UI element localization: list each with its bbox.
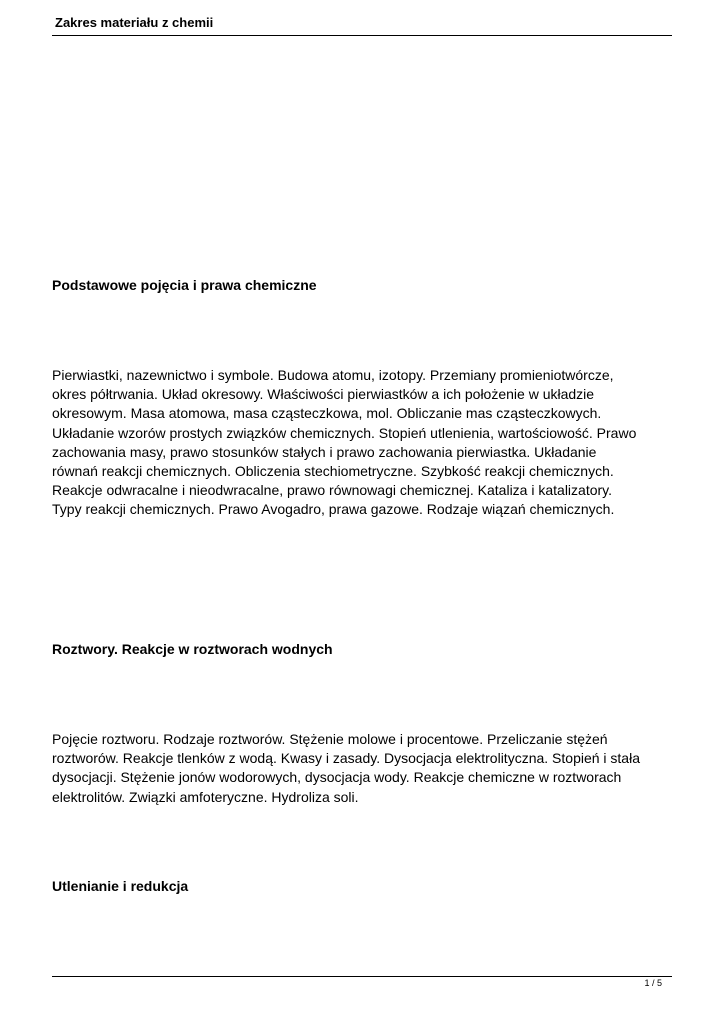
paragraph-line: Typy reakcji chemicznych. Prawo Avogadro, prawa gazowe. Rodzaje wiązań chemicznych. — [52, 501, 615, 518]
paragraph-line: roztworów. Reakcje tlenków z wodą. Kwasy i zasady. Dysocjacja elektrolityczna. Stopień i stała — [52, 750, 640, 767]
paragraph-line: okres półtrwania. Układ okresowy. Właściwości pierwiastków a ich położenie w układzie — [52, 386, 595, 403]
paragraph-line: Pojęcie roztworu. Rodzaje roztworów. Stężenie molowe i procentowe. Przeliczanie stężeń — [52, 731, 608, 747]
paragraph-line: Reakcje odwracalne i nieodwracalne, prawo równowagi chemicznej. Kataliza i katalizatory. — [52, 482, 613, 499]
paragraph-line: równań reakcji chemicznych. Obliczenia stechiometryczne. Szybkość reakcji chemicznych. — [52, 463, 614, 480]
section-paragraph-solutions — [52, 730, 667, 807]
document-header-title: Zakres materiału z chemii — [55, 15, 214, 30]
section-heading-basic-concepts: Podstawowe pojęcia i prawa chemiczne — [52, 277, 317, 293]
header-divider — [52, 35, 672, 36]
paragraph-line: zachowania masy, prawo stosunków stałych i prawo zachowania pierwiastka. Układanie — [52, 443, 597, 460]
section-paragraph-basic-concepts — [52, 366, 667, 520]
section-heading-redox: Utlenianie i redukcja — [52, 878, 189, 894]
page-number: 1 / 5 — [644, 978, 662, 988]
footer-divider — [52, 976, 672, 977]
paragraph-line: dysocjacji. Stężenie jonów wodorowych, dysocjacja wody. Reakcje chemiczne w roztworach — [52, 769, 622, 786]
paragraph-line: okresowym. Masa atomowa, masa cząsteczkowa, mol. Obliczanie mas cząsteczkowych. — [52, 405, 602, 422]
section-heading-solutions: Roztwory. Reakcje w roztworach wodnych — [52, 641, 333, 657]
paragraph-line: Pierwiastki, nazewnictwo i symbole. Budowa atomu, izotopy. Przemiany promieniotwórcze, — [52, 367, 614, 383]
paragraph-line: elektrolitów. Związki amfoteryczne. Hydroliza soli. — [52, 788, 359, 805]
paragraph-line: Układanie wzorów prostych związków chemicznych. Stopień utlenienia, wartościowość. Prawo — [52, 424, 637, 441]
